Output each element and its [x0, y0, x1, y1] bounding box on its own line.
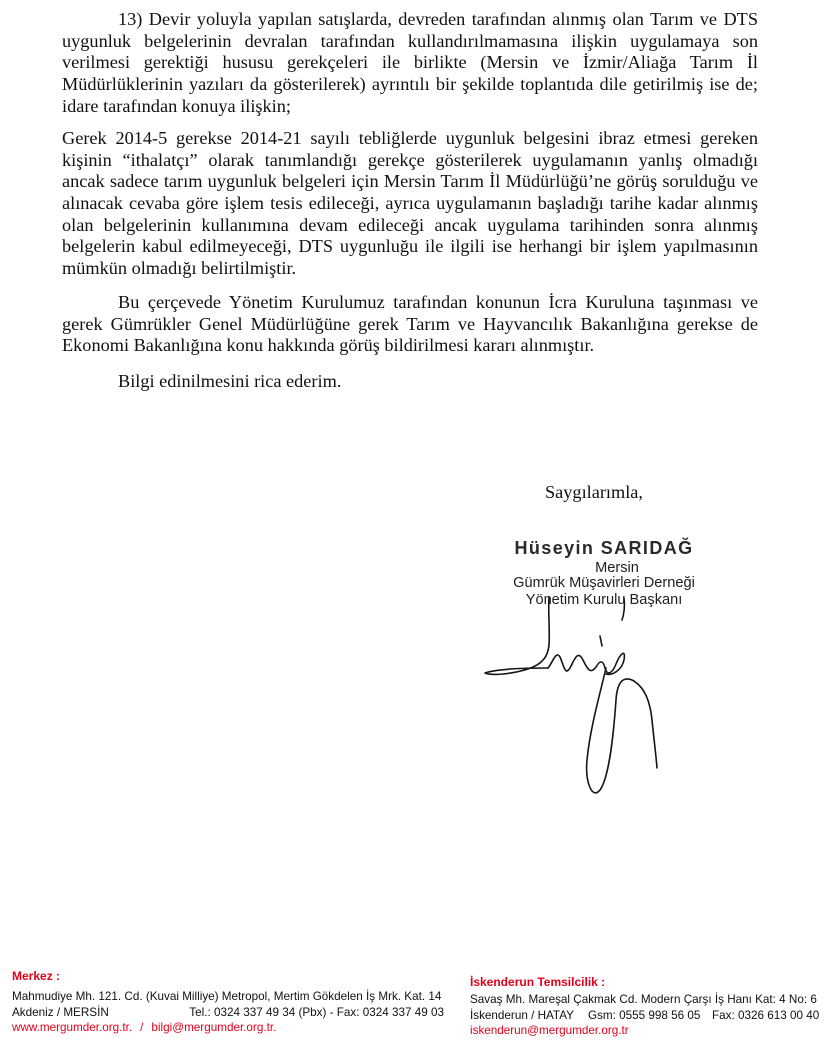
signature-stroke [548, 653, 624, 674]
footer-branch-gsm: Gsm: 0555 998 56 05 [588, 1009, 701, 1022]
signatory-organization: Gümrük Müşavirleri Derneği [513, 575, 695, 591]
text-line: Gerek 2014-5 gerekse 2014-21 sayılı tebliğlerde uygunluk belgesini ibraz etmesi gereken [62, 128, 758, 148]
paragraph-item-13 [62, 9, 758, 117]
signature-stamp [500, 535, 708, 615]
footer-branch-email-link[interactable]: iskenderun@mergumder.org.tr [470, 1024, 629, 1037]
text-line: Bu çerçevede Yönetim Kurulumuz tarafından konunun İcra Kuruluna taşınması ve [118, 292, 758, 312]
footer-branch-contact-row [470, 1009, 820, 1023]
text-line: idare tarafından konuya ilişkin; [62, 95, 291, 116]
text-line: olan belgelerinin kullanımına devam edileceği ancak uygulama tarihinden sonra alınmış [62, 214, 758, 235]
footer-branch-heading: İskenderun Temsilcilik : [470, 975, 606, 989]
footer-branch-address: Savaş Mh. Mareşal Çakmak Cd. Modern Çarşı İş Hanı Kat: 4 No: 6 [470, 993, 817, 1006]
signatory-city: Mersin [595, 560, 639, 576]
text-line: alınacak cevaba göre işlem tesis edileceği, ayrıca uygulamanın başladığı tarihe kadar alınmış [62, 193, 758, 214]
closing-salutation: Saygılarımla, [545, 482, 643, 502]
text-line: uygunluk belgelerinin devralan tarafından kullandırılmamasına ilişkin uygulamaya son [62, 30, 758, 51]
text-line: gerek Gümrükler Genel Müdürlüğüne gerek Tarım ve Hayvancılık Bakanlığına gerekse de [62, 313, 758, 334]
footer-headquarters-links [12, 1021, 276, 1035]
text-line: 13) Devir yoluyla yapılan satışlarda, devreden tarafından alınmış olan Tarım ve DTS [118, 9, 758, 29]
signature-stroke [587, 668, 657, 793]
footer-branch-district: İskenderun / HATAY [470, 1009, 574, 1022]
email-link[interactable]: bilgi@mergumder.org.tr. [151, 1021, 277, 1034]
signatory-name: Hüseyin SARIDAĞ [514, 538, 694, 558]
text-line: mümkün olmadığı belirtilmiştir. [62, 258, 297, 279]
paragraph-administration-reply [62, 128, 758, 280]
paragraph-request [62, 371, 758, 393]
website-link[interactable]: www.mergumder.org.tr. [12, 1021, 133, 1034]
footer-branch-fax: Fax: 0326 613 00 40 [712, 1009, 820, 1022]
text-line: Ekonomi Bakanlığına konu hakkında görüş bildirilmesi kararı alınmıştır. [62, 335, 595, 356]
text-line: Bilgi edinilmesini rica ederim. [118, 371, 342, 391]
text-line: Müdürlüklerinin yazıları da gösterilerek) ayrıntılı bir şekilde toplantıda dile getirilmiş ise de; [62, 74, 758, 95]
text-line: belgelerin kabul edilmeyeceği, DTS uygunluğu ile ilgili ise herhangi bir işlem yapılmasının [62, 236, 758, 257]
link-separator: / [140, 1021, 144, 1034]
footer-headquarters-phone-fax: Tel.: 0324 337 49 34 (Pbx) - Fax: 0324 337 49 03 [189, 1006, 444, 1019]
signature-stroke [600, 636, 602, 646]
text-line: kişinin “ithalatçı” olarak tanımlandığı gerekçe gösterilerek uygulamanın yanlış olmadığı [62, 149, 758, 170]
text-line: verilmesi gerektiği hususu gerekçeleri ile birlikte (Mersin ve İzmir/Aliağa Tarım İl [62, 52, 758, 73]
footer-headquarters-district: Akdeniz / MERSİN [12, 1006, 109, 1019]
handwritten-signature [470, 585, 680, 810]
text-line: ancak sadece tarım uygunluk belgeleri için Mersin Tarım İl Müdürlüğü’ne görüş sorulduğu ve [62, 171, 758, 192]
footer-headquarters-contact-row [12, 1006, 444, 1020]
paragraph-board-decision [62, 292, 758, 357]
signatory-title: Yönetim Kurulu Başkanı [525, 592, 683, 608]
footer-headquarters-heading: Merkez : [12, 969, 61, 983]
footer-headquarters-address: Mahmudiye Mh. 121. Cd. (Kuvai Milliye) Metropol, Mertim Gökdelen İş Mrk. Kat. 14 [12, 990, 442, 1003]
